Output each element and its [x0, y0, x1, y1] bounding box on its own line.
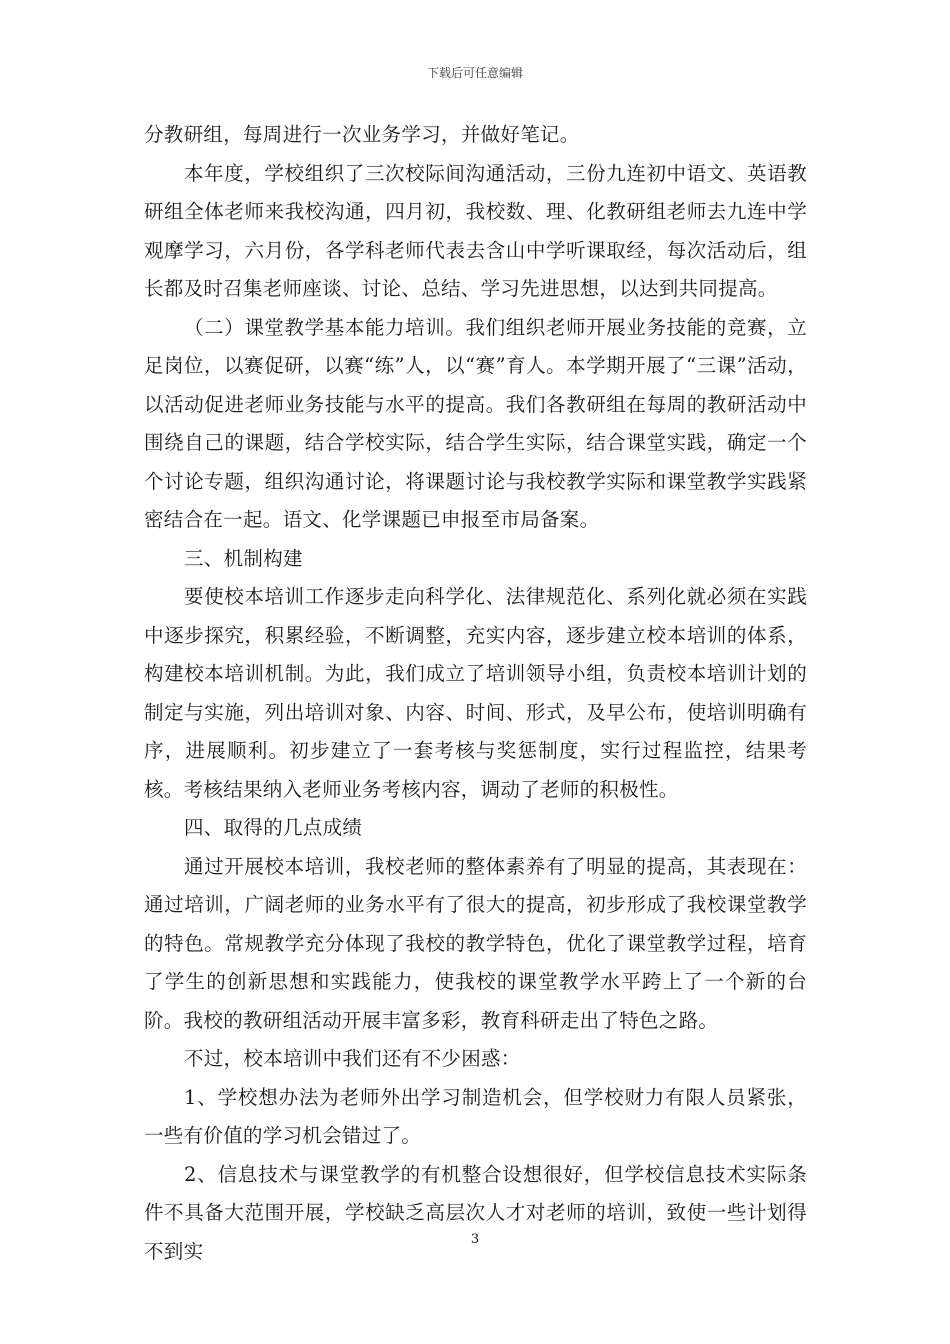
page-number: 3	[470, 1232, 480, 1247]
paragraph: （二）课堂教学基本能力培训。我们组织老师开展业务技能的竞赛，立足岗位，以赛促研，以赛“练”人，以“赛”育人。本学期开展了“三课”活动，以活动促进老师业务技能与水平的提高。我们各教研组在每周的教研活动中围绕自己的课题，结合学校实际，结合学生实际，结合课堂实践，确定一个个讨论专题，组织沟通讨论，将课题讨论与我校教学实际和课堂教学实践紧密结合在一起。语文、化学课题已申报至市局备案。	[144, 315, 807, 531]
list-item: 2、信息技术与课堂教学的有机整合设想很好，但学校信息技术实际条件不具备大范围开展，学校缺乏高层次人才对老师的培训，致使一些计划得不到实	[144, 1162, 807, 1263]
paragraph: 本年度，学校组织了三次校际间沟通活动，三份九连初中语文、英语教研组全体老师来我校沟通，四月初，我校数、理、化教研组老师去九连中学观摩学习，六月份，各学科老师代表去含山中学听课取经，每次活动后，组长都及时召集老师座谈、讨论、总结、学习先进思想，以达到共同提高。	[144, 161, 807, 300]
document-body	[144, 116, 807, 1271]
list-item: 1、学校想办法为老师外出学习制造机会，但学校财力有限人员紧张，一些有价值的学习机会错过了。	[144, 1085, 807, 1147]
page-header: 下载后可任意编辑	[426, 66, 523, 80]
paragraph: 要使校本培训工作逐步走向科学化、法律规范化、系列化就必须在实践中逐步探究，积累经验，不断调整，充实内容，逐步建立校本培训的体系，构建校本培训机制。为此，我们成立了培训领导小组，负责校本培训计划的制定与实施，列出培训对象、内容、时间、形式，及早公布，使培训明确有序，进展顺利。初步建立了一套考核与奖惩制度，实行过程监控，结果考核。考核结果纳入老师业务考核内容，调动了老师的积极性。	[144, 585, 807, 801]
section-heading: 四、取得的几点成绩	[184, 816, 363, 839]
section-heading: 三、机制构建	[184, 546, 303, 570]
paragraph: 不过，校本培训中我们还有不少困惑：	[184, 1047, 521, 1070]
paragraph: 分教研组，每周进行一次业务学习，并做好笔记。	[144, 123, 580, 146]
paragraph: 通过开展校本培训，我校老师的整体素养有了明显的提高，其表现在：通过培训，广阔老师的业务水平有了很大的提高，初步形成了我校课堂教学的特色。常规教学充分体现了我校的教学特色，优化了课堂教学过程，培育了学生的创新思想和实践能力，使我校的课堂教学水平跨上了一个新的台阶。我校的教研组活动开展丰富多彩，教育科研走出了特色之路。	[144, 854, 807, 1032]
